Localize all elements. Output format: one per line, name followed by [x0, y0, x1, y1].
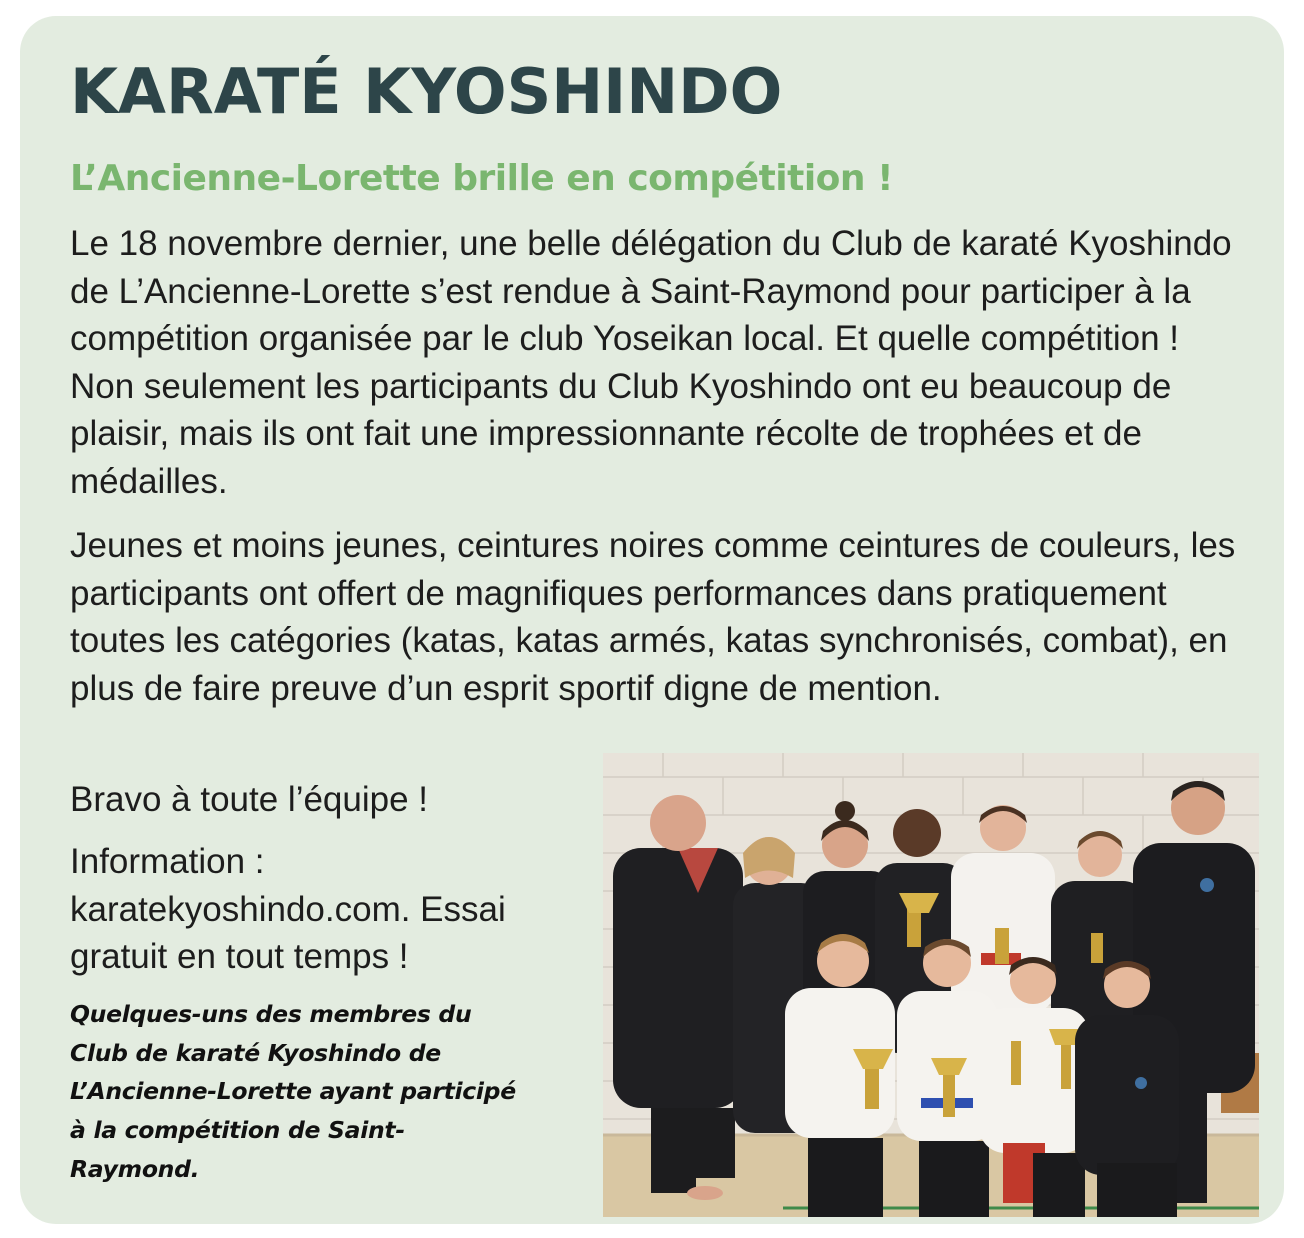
team-photo	[603, 753, 1259, 1217]
article-subtitle: L’Ancienne-Lorette brille en compétition !	[70, 158, 893, 199]
paragraph-performances: Jeunes et moins jeunes, ceintures noires comme ceintures de couleurs, les participants ont offert de magnifiques performances dans pratiquement toutes les catégories (katas, katas armés, katas synchronisés, combat), en plus de faire preuve d’un esprit sportif digne de mention.	[70, 526, 1236, 708]
photo-caption: Quelques-uns des membres du Club de karaté Kyoshindo de L’Ancienne-Lorette ayant participé à la compétition de Saint-Raymond.	[70, 1000, 516, 1183]
paragraph-intro: Le 18 novembre dernier, une belle délégation du Club de karaté Kyoshindo de L’Ancienne-Lorette s’est rendue à Saint-Raymond pour participer à la compétition organisée par le club Yoseikan local. Et quelle compétition ! Non seulement les participants du Club Kyoshindo ont eu beaucoup de plaisir, mais ils ont fait une impressionnante récolte de trophées et de médailles.	[70, 224, 1232, 501]
article-title: KARATÉ KYOSHINDO	[70, 55, 783, 128]
paragraph-bravo: Bravo à toute l’équipe !	[70, 780, 429, 819]
paragraph-information: Information : karatekyoshindo.com. Essai gratuit en tout temps !	[70, 842, 506, 976]
team-photo-illustration	[603, 753, 1259, 1217]
